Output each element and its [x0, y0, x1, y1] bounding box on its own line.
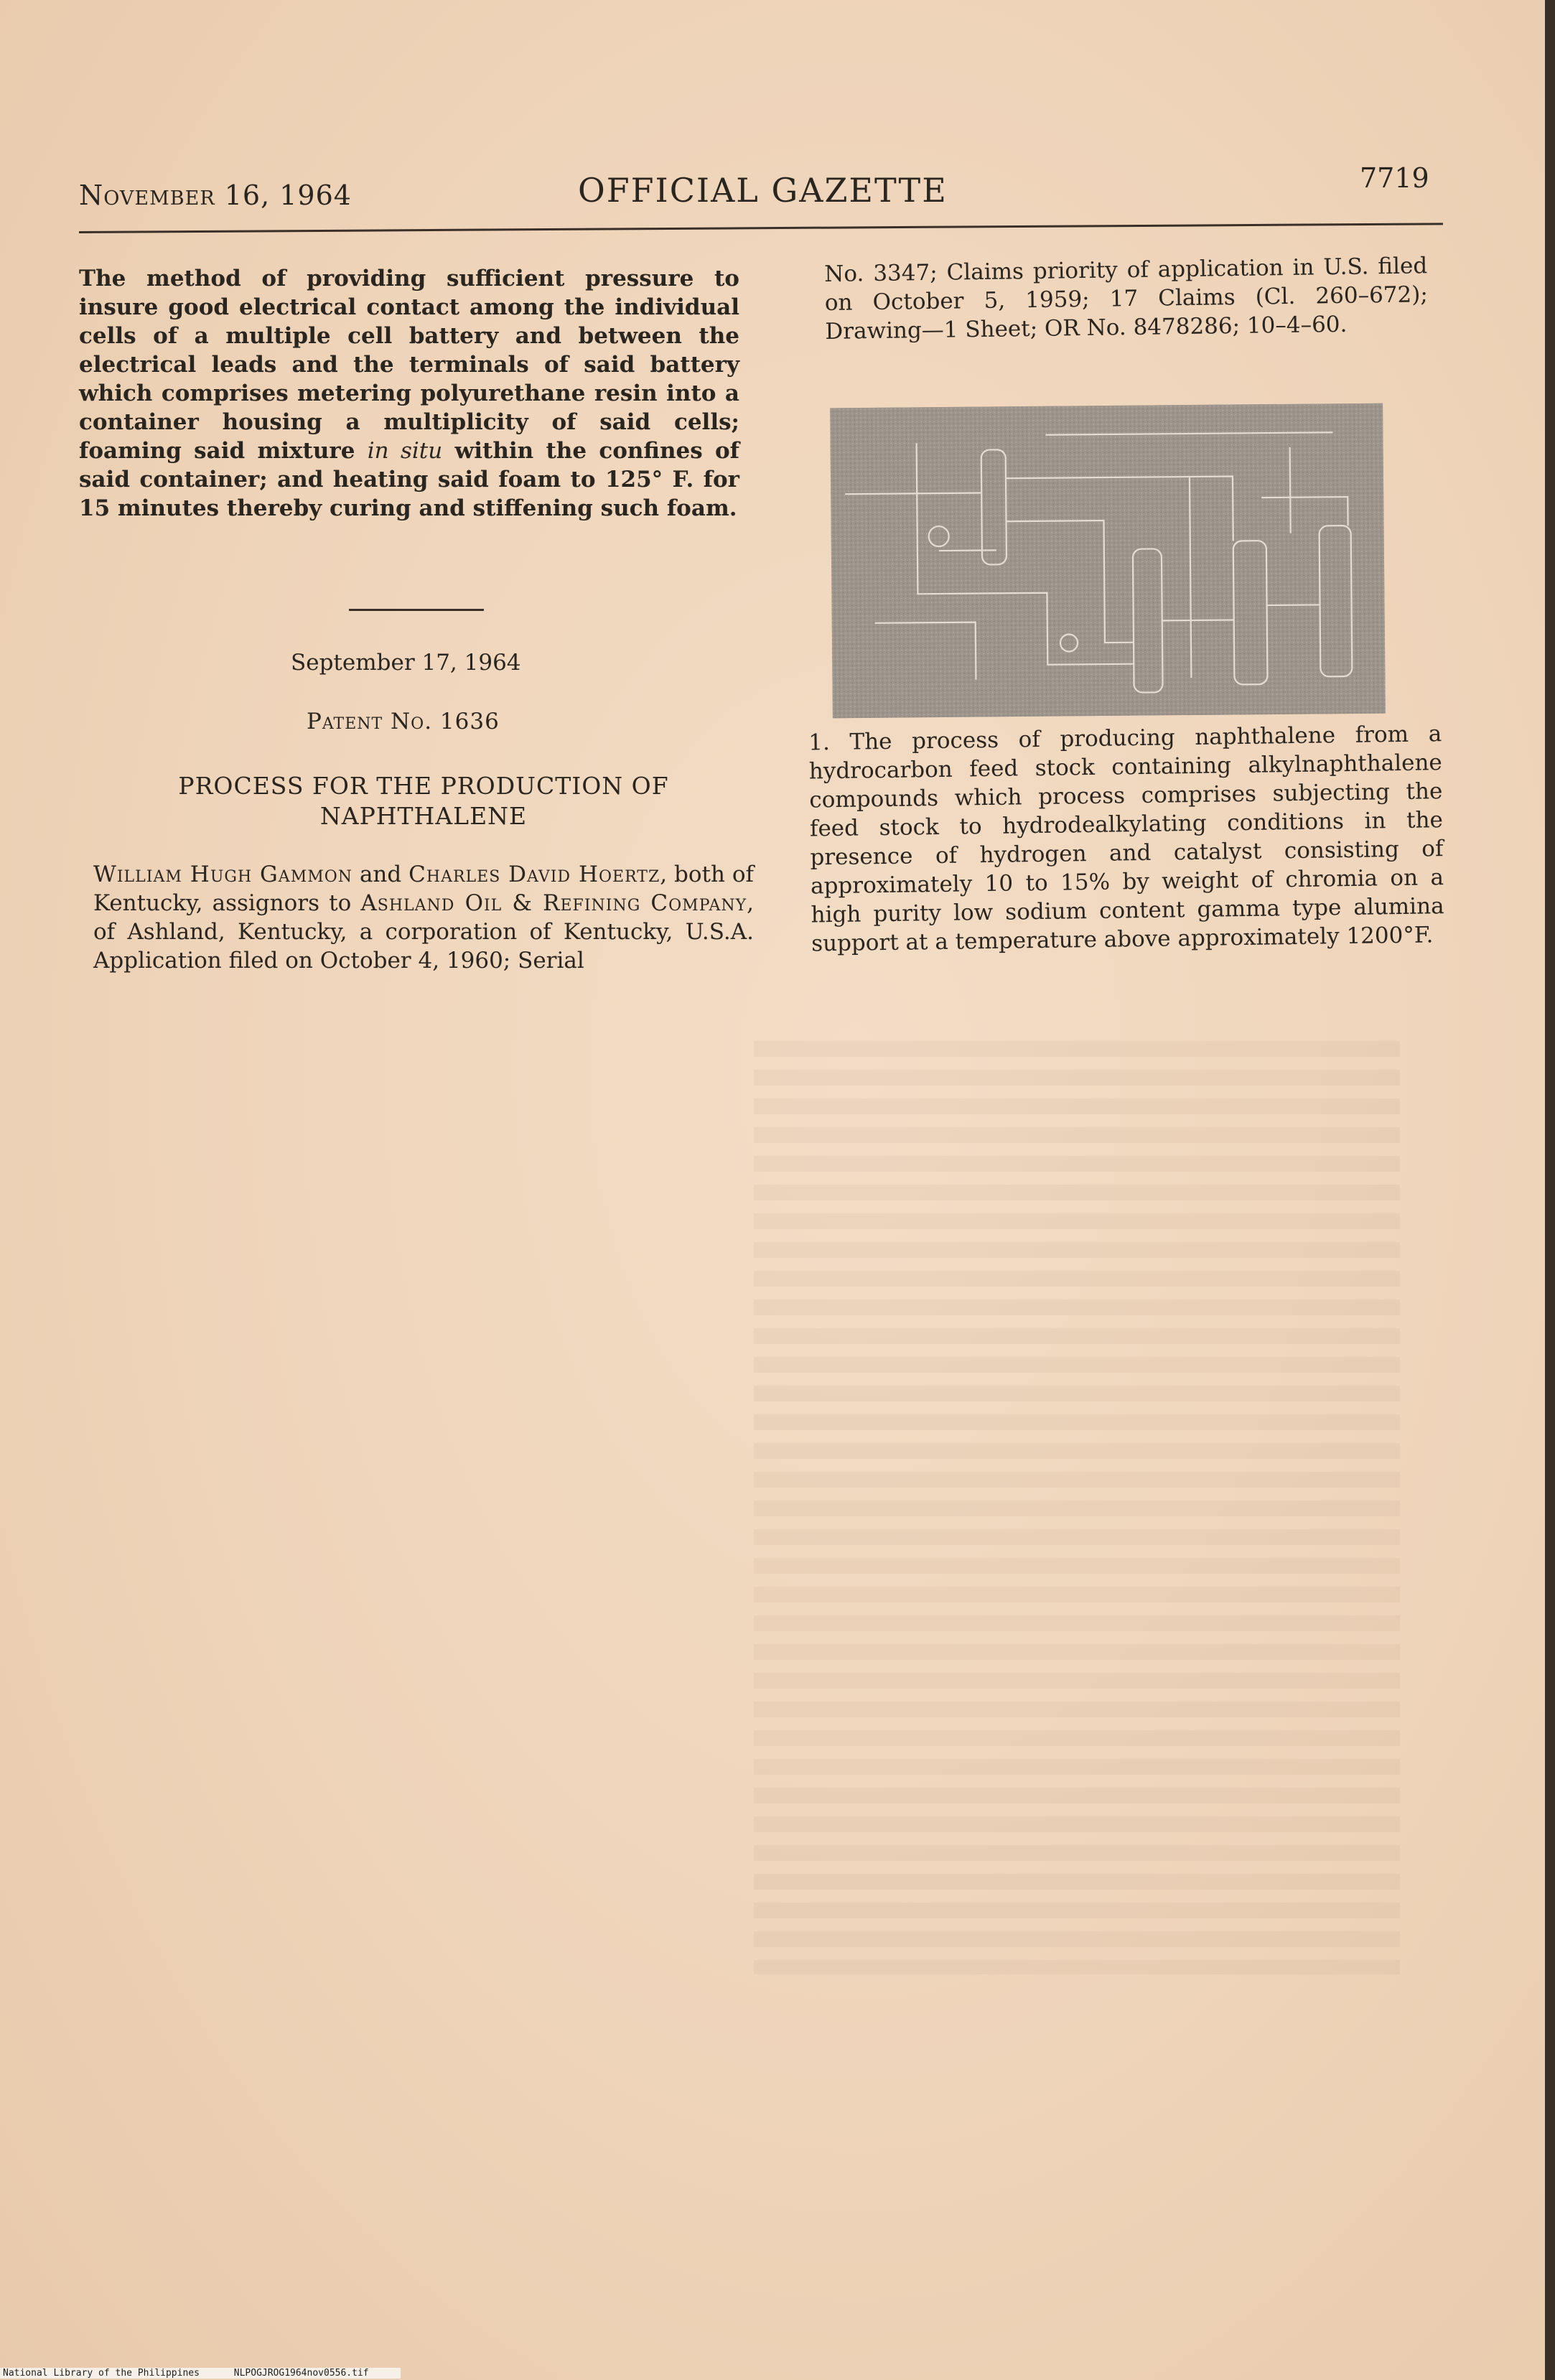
- inventor-text-1: , both of Kentucky, assignors to: [93, 862, 754, 916]
- previous-claim: [79, 264, 739, 523]
- patent-title-line1: PROCESS FOR THE PRODUCTION OF: [178, 772, 669, 800]
- claim-text: The method of providing sufficient pressure to insure good electrical contact among the individual cells of a multiple cell battery and between the electrical leads and the terminals of said battery which comprises metering polyurethane resin into a container housing a multiplicity of said cells; foaming said mixture: [79, 266, 739, 464]
- claim-text-end: within the confines of said container; and heating said foam to 125° F. for 15 minutes thereby curing and stiffening such foam.: [79, 438, 739, 521]
- section-date: September 17, 1964: [291, 650, 521, 676]
- inventors-paragraph: [93, 860, 754, 975]
- scan-edge: [1545, 0, 1555, 2380]
- application-continuation: No. 3347; Claims priority of application in U.S. filed on October 5, 1959; 17 Claims (Cl. 260–672); Drawing—1 Sheet; OR No. 8478286; 10–4–60.: [824, 253, 1429, 345]
- bleed-through-shadow: [754, 1041, 1400, 1974]
- patent-drawing: [830, 403, 1386, 719]
- inventor-text-2: , of Ashland, Kentucky, a corporation of Kentucky, U.S.A. Application filed on October 4, 1960; Serial: [93, 890, 754, 974]
- scan-footer: [0, 2368, 401, 2379]
- header-title: OFFICIAL GAZETTE: [578, 171, 948, 210]
- patent-title: [144, 771, 704, 831]
- page-number: 7719: [1360, 162, 1429, 194]
- claim-1-text: 1. The process of producing naphthalene from a hydrocarbon feed stock containing alkylnaphthalene compounds which process comprises subjecting the feed stock to hydrodealkylating conditions in the presence of hydrogen and catalyst consisting of approximately 10 to 15% by weight of chromia on a high purity low sodium content gamma type alumina support at a temperature above approximately 1200°F.: [808, 721, 1444, 957]
- header-rule: [79, 223, 1443, 233]
- patent-title-line2: NAPHTHALENE: [319, 802, 528, 830]
- section-divider: [349, 609, 484, 611]
- claim-italic: in situ: [367, 438, 443, 464]
- inventor-1: William Hugh Gammon: [93, 862, 353, 887]
- assignee: Ashland Oil & Refining Company: [360, 890, 747, 916]
- header-date: November 16, 1964: [79, 179, 352, 211]
- footer-file: NLPOGJROG1964nov0556.tif: [233, 2368, 369, 2379]
- inventor-2: Charles David Hoertz: [408, 862, 660, 887]
- and-word: and: [359, 862, 402, 887]
- process-diagram-icon: [830, 403, 1386, 719]
- patent-number: Patent No. 1636: [307, 709, 500, 734]
- patent-claim: [781, 719, 1444, 958]
- footer-library: National Library of the Philippines: [3, 2368, 200, 2379]
